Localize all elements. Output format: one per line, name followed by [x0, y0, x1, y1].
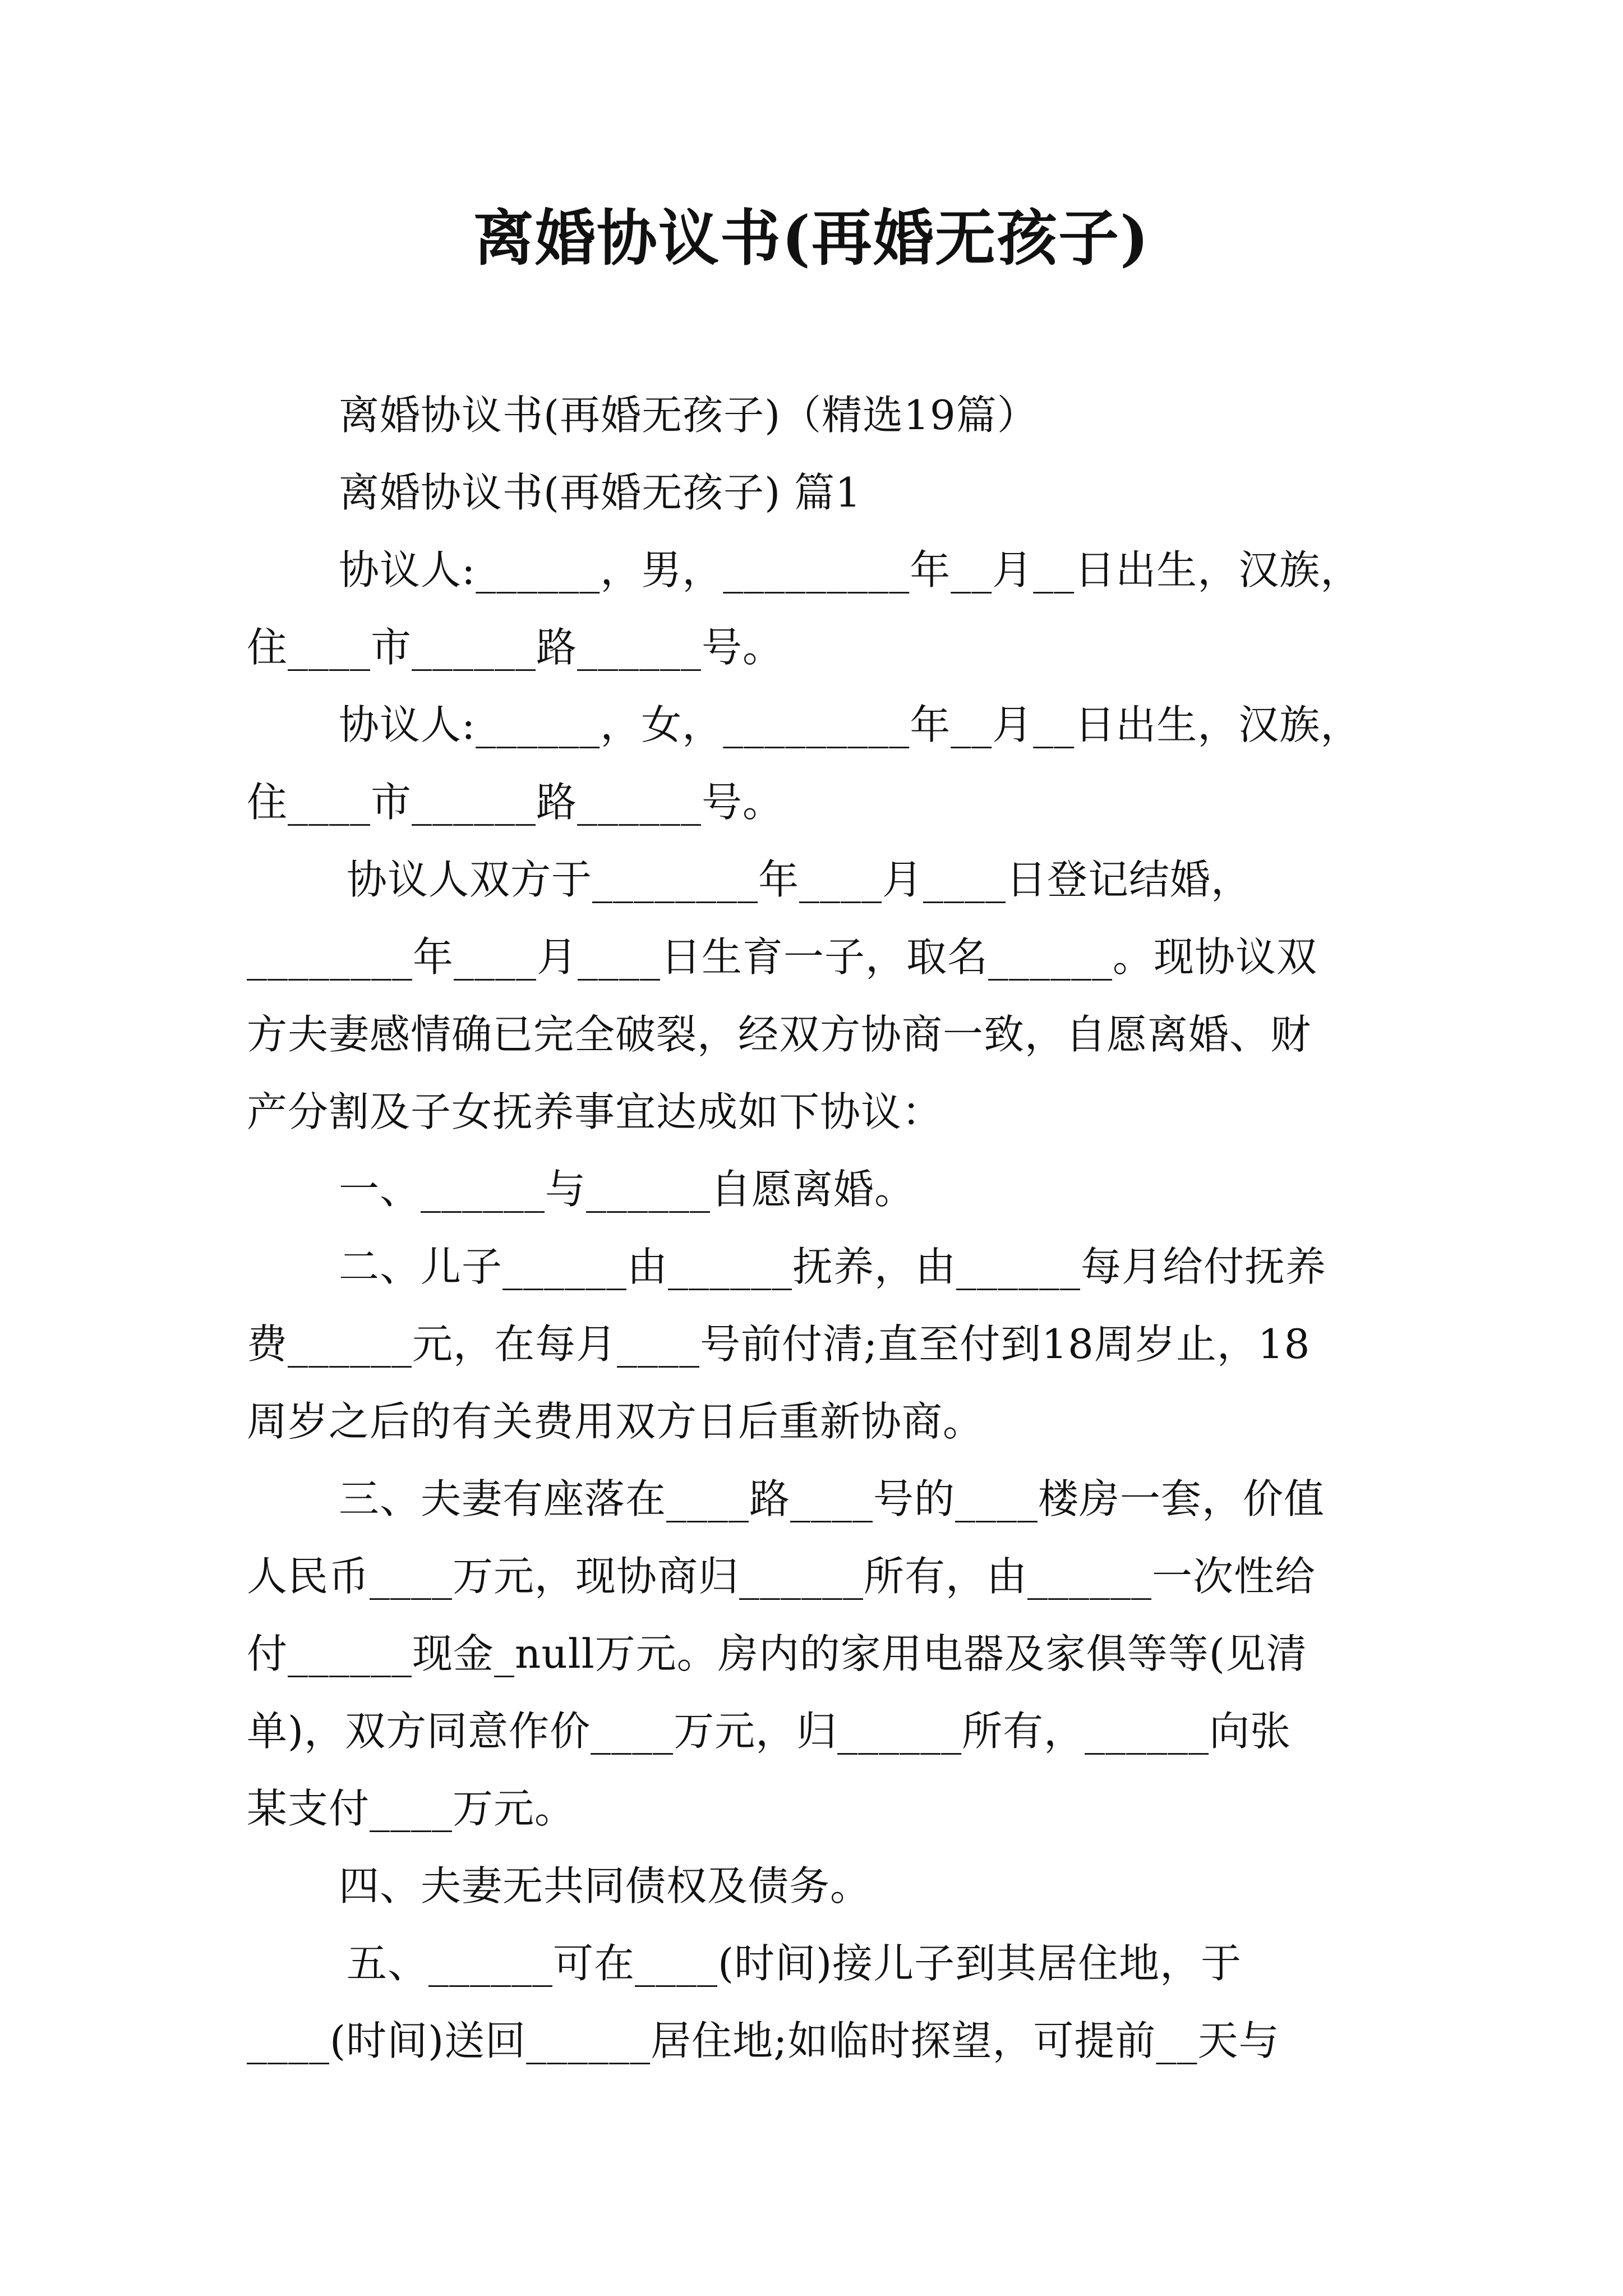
subtitle-line: 离婚协议书(再婚无孩子)（精选19篇） [339, 392, 1038, 439]
document-title: 离婚协议书(再婚无孩子) [473, 203, 1150, 274]
paragraph-line: 方夫妻感情确已完全破裂，经双方协商一致，自愿离婚、财 [247, 1011, 1312, 1058]
paragraph-line: ________年____月____日生育一子，取名______。现协议双 [247, 933, 1318, 981]
paragraph-line: 协议人双方于________年____月____日登记结婚， [347, 856, 1252, 903]
paragraph-line: 五、______可在____(时间)接儿子到其居住地，于 [347, 1940, 1242, 1987]
paragraph-line: 产分割及子女抚养事宜达成如下协议： [247, 1088, 943, 1135]
paragraph-line: 协议人:______，男，_________年__月__日出生，汉族， [339, 546, 1362, 593]
paragraph-line: 二、儿子______由______抚养，由______每月给付抚养 [339, 1243, 1327, 1290]
paragraph-line: 四、夫妻无共同债权及债务。 [339, 1862, 872, 1910]
paragraph-line: 单)，双方同意作价____万元，归______所有，______向张 [247, 1708, 1292, 1755]
paragraph-line: 三、夫妻有座落在____路____号的____楼房一套，价值 [339, 1475, 1325, 1522]
paragraph-line: 人民币____万元，现协商归______所有，由______一次性给 [247, 1553, 1316, 1600]
paragraph-line: 一、______与______自愿离婚。 [339, 1166, 916, 1213]
paragraph-line: 住____市______路______号。 [247, 624, 784, 671]
section-heading: 离婚协议书(再婚无孩子) 篇1 [339, 469, 861, 516]
paragraph-line: 周岁之后的有关费用双方日后重新协商。 [247, 1398, 984, 1445]
paragraph-line: 某支付____万元。 [247, 1785, 576, 1832]
paragraph-line: 住____市______路______号。 [247, 779, 784, 826]
paragraph-line: 协议人:______，女，_________年__月__日出生，汉族， [339, 701, 1362, 748]
paragraph-line: ____(时间)送回______居住地;如临时探望，可提前__天与 [247, 2017, 1280, 2064]
paragraph-line: 费______元，在每月____号前付清;直至付到18周岁止，18 [247, 1320, 1311, 1368]
paragraph-line: 付______现金_null万元。房内的家用电器及家俱等等(见清 [247, 1630, 1307, 1677]
